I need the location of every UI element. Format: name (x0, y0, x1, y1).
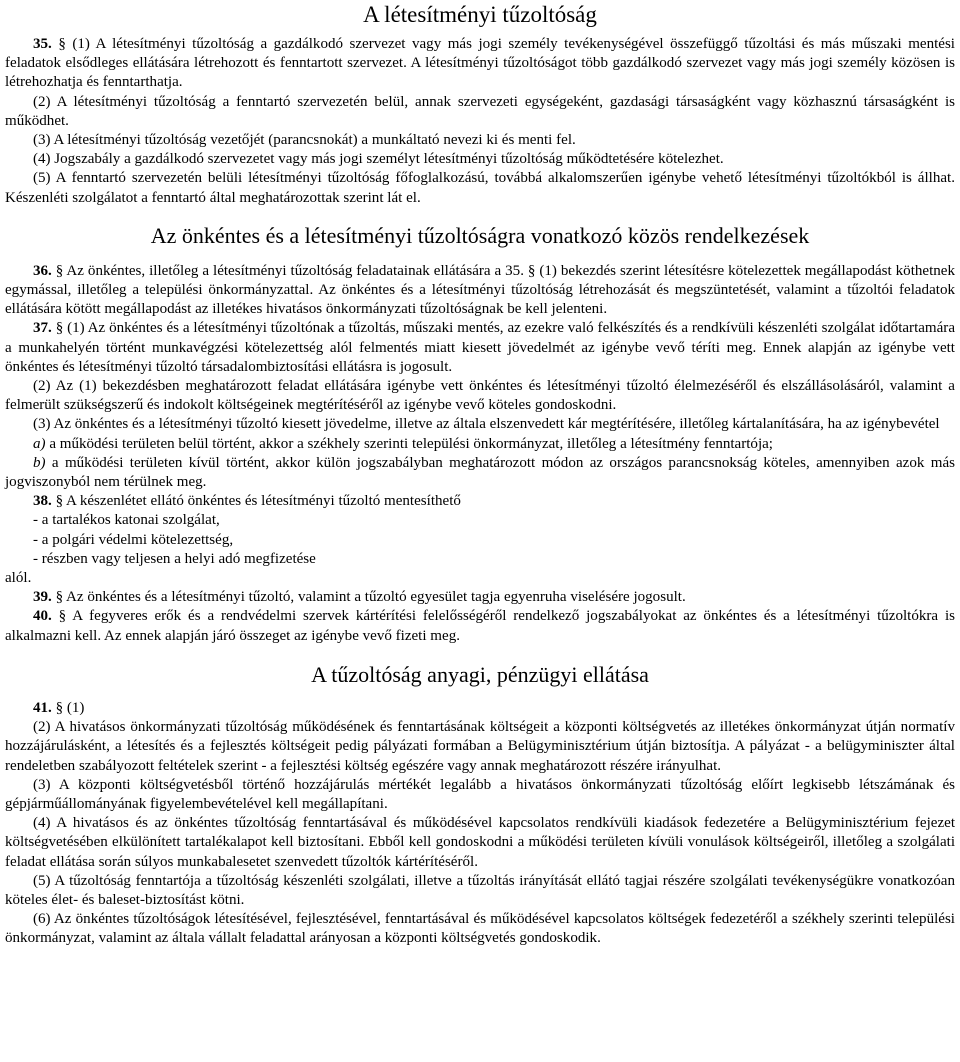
section-number: 39. (33, 589, 52, 606)
paragraph-37-3-a (5, 435, 955, 454)
paragraph-41-6: (6) Az önkéntes tűzoltóságok létesítésével, fejlesztésével, fenntartásával és működésével kapcsolatos költségek fedezetéről a székhely szerinti települési önkormányzat, valamint az általa vállalt feladattal arányosan a központi költségvetés gondoskodik. (5, 911, 955, 947)
point-label: b) (33, 454, 46, 471)
section-sign: § (55, 493, 64, 510)
section-sign: § (55, 320, 64, 337)
paragraph-text: (1) (66, 699, 85, 716)
paragraph-41-2: (2) A hivatásos önkormányzati tűzoltóság működésének és fenntartásának költségeit a központi költségvetés az illetékes önkormányzat útján normatív hozzájárulásként, a létesítés és a fejlesztés költségeit pedig pályázati formában a Belügyminisztérium útján biztosítja. A pályázat - a belügyminiszter által rendeletben szabályozott feltételek szerint - a fejlesztési költség egészére vagy annak meghatározott részére irányulhat. (5, 719, 955, 774)
paragraph-37-2: (2) Az (1) bekezdésben meghatározott feladat ellátására igénybe vett önkéntes és létesítményi tűzoltó élelmezéséről és elszállásolásáról, valamint a felmerült szükségszerű és indokolt költségeinek megtérítéséről az igénybe vevő köteles gondoskodni. (5, 378, 955, 414)
paragraph-41-4: (4) A hivatásos és az önkéntes tűzoltóság fenntartásával és működésével kapcsolatos rendkívüli kiadások fedezetére a Belügyminisztérium fejezet költségvetésében elkülönített tartalékalapot kell biztosítani. Ebből kell gondoskodni a működési területen kívüli vonulások költségeiről, illetőleg a szolgálati feladat ellátása során súlyos munkabalesetet szenvedett tűzoltók kártérítéséről. (5, 815, 955, 870)
section-number: 38. (33, 493, 52, 510)
list-item: - a tartalékos katonai szolgálat, (33, 512, 220, 529)
section-number: 36. (33, 262, 52, 279)
section-sign: § (55, 699, 64, 716)
paragraph-37-3-b (5, 454, 955, 492)
paragraph-35-2: (2) A létesítményi tűzoltóság a fenntartó szervezetén belül, annak szervezeti egységeként, gazdasági társaságként vagy közhasznú társaságként is működhet. (5, 93, 955, 129)
paragraph-35-3: (3) A létesítményi tűzoltóság vezetőjét (parancsnokát) a munkáltató nevezi ki és menti fel. (33, 132, 576, 149)
section-heading-financial-provision: A tűzoltóság anyagi, pénzügyi ellátása (311, 661, 649, 687)
section-number: 41. (33, 699, 52, 716)
paragraph-41-1 (5, 699, 955, 718)
point-text: a működési területen kívül történt, akkor külön jogszabályban meghatározott módon az országos parancsnokság köteles, amennyiben azok más jogviszonyból nem térülnek meg. (5, 454, 955, 491)
section-sign: § (55, 589, 64, 606)
section-sign: § (55, 262, 64, 279)
paragraph-41-3: (3) A központi költségvetésből történő hozzájárulás mértékét legalább a hivatásos önkormányzati tűzoltóság előírt legkisebb létszámának és gépjárműállományának figyelembevételével kell megállapítani. (5, 776, 955, 812)
paragraph-37-1 (5, 319, 955, 377)
list-item: - részben vagy teljesen a helyi adó megfizetése (33, 550, 316, 567)
paragraph-38-outro: alól. (5, 570, 32, 587)
paragraph-41-5: (5) A tűzoltóság fenntartója a tűzoltóság készenléti szolgálati, illetve a tűzoltás irányítását ellátó tagjai részére szolgálati tevékenységükre vonatkozóan köteles élet- és baleset-biztosítást kötni. (5, 872, 955, 908)
paragraph-40 (5, 607, 955, 645)
paragraph-35-5: (5) A fenntartó szervezetén belüli létesítményi tűzoltóság főfoglalkozású, továbbá alkalomszerűen igénybe vehető létesítményi tűzoltókból is állhat. Készenléti szolgálatot a fenntartó által meghatározottak szerint lát el. (5, 170, 955, 206)
section-heading-facility-fire-brigade: A létesítményi tűzoltóság (363, 2, 597, 27)
section-sign: § (58, 36, 66, 52)
point-text: a működési területen belül történt, akkor a székhely szerinti települési önkormányzat, illetőleg a létesítmény fenntartója; (49, 435, 773, 452)
paragraph-text: Az önkéntes és a létesítményi tűzoltó, valamint a tűzoltó egyesület tagja egyenruha viselésére jogosult. (66, 589, 686, 606)
paragraph-35-4: (4) Jogszabály a gazdálkodó szervezetet vagy más jogi személyt létesítményi tűzoltóság működtetésére kötelezhet. (33, 151, 724, 168)
paragraph-text: A fegyveres erők és a rendvédelmi szervek kártérítési felelősségéről rendelkező jogszabályokat az önkéntes és a létesítményi tűzoltókra is alkalmazni kell. Az ennek alapján járó összeget az igénybe vevő fizeti meg. (5, 608, 955, 644)
paragraph-39 (5, 588, 955, 607)
paragraph-text: A készenlétet ellátó önkéntes és létesítményi tűzoltó mentesíthető (66, 493, 461, 510)
point-label: a) (33, 435, 46, 452)
paragraph-36 (5, 262, 955, 320)
paragraph-text: (1) Az önkéntes és a létesítményi tűzoltónak a tűzoltás, műszaki mentés, az ezekre való felkészítés és a rendkívüli készenléti szolgálat időtartamára a munkahelyén történt munkavégzési kötelezettség alól felmentés miatt kiesett jövedelmét az igénybe vevő téríti meg. Ennek alapján az igénybe vett önkéntes és létesítményi tűzoltó társadalombiztosítási ellátásra is jogosult. (5, 320, 955, 375)
section-number: 35. (33, 36, 52, 52)
document-page (0, 1, 960, 949)
paragraph-text: (1) A létesítményi tűzoltóság a gazdálkodó szervezet vagy más jogi személy tevékenységével összefüggő tűzoltási és más műszaki mentési feladatok elsődleges ellátására létrehozott és fenntartott szervezet. A létesítményi tűzoltóságot több gazdálkodó szervezet vagy más jogi személy közösen is létrehozhatja és fenntarthatja. (5, 36, 955, 91)
section-sign: § (58, 608, 67, 625)
list-item: - a polgári védelmi kötelezettség, (33, 531, 234, 548)
paragraph-37-3: (3) Az önkéntes és a létesítményi tűzoltó kiesett jövedelme, illetve az általa elszenvedett kár megtérítésére, illetőleg kártalanítására, ha az igénybevétel (33, 416, 940, 433)
section-number: 40. (33, 608, 52, 625)
section-heading-common-provisions: Az önkéntes és a létesítményi tűzoltóságra vonatkozó közös rendelkezések (150, 222, 810, 248)
section-number: 37. (33, 320, 52, 337)
paragraph-35-1 (5, 35, 955, 93)
paragraph-38 (5, 492, 955, 511)
paragraph-text: Az önkéntes, illetőleg a létesítményi tűzoltóság feladatainak ellátására a 35. § (1) bekezdés szerint létesítésre kötelezettek megállapodást köthetnek egymással, illetőleg a települési önkormányzattal. Az önkéntes és a létesítményi tűzoltóság létrehozását és megszüntetését, valamint a tűzoltói feladatok ellátására kötött megállapodást az illetékes hivatásos önkormányzati tűzoltóságnak be kell jelenteni. (5, 262, 955, 318)
